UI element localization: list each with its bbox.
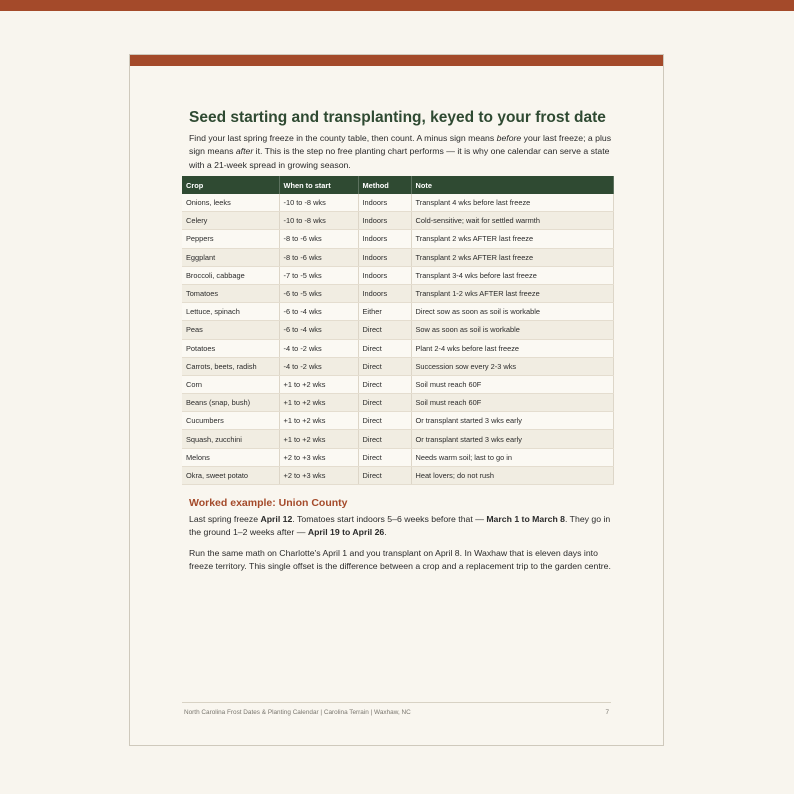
note-cell: Succession sow every 2-3 wks [411,357,613,375]
table-row [182,212,613,230]
method-cell: Indoors [358,284,411,302]
top-accent-band [0,0,794,11]
note-cell: Or transplant started 3 wks early [411,430,613,448]
worked-example-heading: Worked example: Union County [189,497,348,509]
column-header: When to start [279,176,358,194]
start-range-emphasis: March 1 to March 8 [486,514,566,524]
example-text: Last spring freeze [189,514,261,524]
method-cell: Direct [358,375,411,393]
planting-table [182,176,614,485]
crop-cell: Onions, leeks [182,194,279,212]
crop-cell: Carrots, beets, radish [182,357,279,375]
table-row [182,248,613,266]
timing-cell: -10 to -8 wks [279,212,358,230]
crop-cell: Peas [182,321,279,339]
freeze-date-emphasis: April 12 [260,514,293,524]
timing-cell: -6 to -4 wks [279,321,358,339]
crop-cell: Corn [182,375,279,393]
note-cell: Transplant 2 wks AFTER last freeze [411,230,613,248]
note-cell: Transplant 1-2 wks AFTER last freeze [411,284,613,302]
table-header-row [182,176,613,194]
table-row [182,430,613,448]
timing-cell: -7 to -5 wks [279,266,358,284]
table-row [182,194,613,212]
follow-up-paragraph: Run the same math on Charlotte's April 1 and you transplant on April 8. In Waxhaw that is eleven days into freeze territory. This single offset is the difference between a crop and a replacement trip to the garden centre. [189,548,611,572]
method-cell: Direct [358,466,411,484]
note-cell: Heat lovers; do not rush [411,466,613,484]
method-cell: Direct [358,357,411,375]
example-text: . [384,527,387,538]
method-cell: Direct [358,430,411,448]
method-cell: Indoors [358,266,411,284]
note-cell: Needs warm soil; last to go in [411,448,613,466]
timing-cell: -4 to -2 wks [279,357,358,375]
method-cell: Direct [358,339,411,357]
footer-credits: North Carolina Frost Dates & Planting Calendar | Carolina Terrain | Waxhaw, NC [184,709,411,716]
crop-cell: Okra, sweet potato [182,466,279,484]
timing-cell: -8 to -6 wks [279,230,358,248]
crop-cell: Lettuce, spinach [182,303,279,321]
table-row [182,303,613,321]
table-row [182,284,613,302]
crop-cell: Peppers [182,230,279,248]
method-cell: Direct [358,394,411,412]
timing-cell: -4 to -2 wks [279,339,358,357]
table-row [182,339,613,357]
timing-cell: -8 to -6 wks [279,248,358,266]
timing-cell: -6 to -5 wks [279,284,358,302]
worked-example-paragraph [189,513,614,540]
timing-cell: +1 to +2 wks [279,430,358,448]
intro-emphasis-before: before [496,133,522,143]
document-page [129,54,664,746]
timing-cell: +1 to +2 wks [279,394,358,412]
timing-cell: +2 to +3 wks [279,448,358,466]
table-row [182,375,613,393]
example-text: . Tomatoes start indoors 5–6 weeks before that — [292,514,487,524]
method-cell: Indoors [358,212,411,230]
footer-divider [182,702,611,703]
method-cell: Indoors [358,248,411,266]
crop-cell: Melons [182,448,279,466]
note-cell: Or transplant started 3 wks early [411,412,613,430]
crop-cell: Beans (snap, bush) [182,394,279,412]
crop-cell: Broccoli, cabbage [182,266,279,284]
table-row [182,321,613,339]
crop-cell: Squash, zucchini [182,430,279,448]
crop-cell: Potatoes [182,339,279,357]
note-cell: Plant 2-4 wks before last freeze [411,339,613,357]
intro-text: Find your last spring freeze in the county table, then count. A minus sign means [189,133,497,143]
intro-text: it. This is the step no free planting chart performs — it is why one calendar can serve a state with a 21-week spread in growing season. [189,146,610,170]
transplant-range-emphasis: April 19 to April 26 [307,527,385,538]
method-cell: Direct [358,321,411,339]
timing-cell: +2 to +3 wks [279,466,358,484]
crop-cell: Cucumbers [182,412,279,430]
note-cell: Cold-sensitive; wait for settled warmth [411,212,613,230]
page-title: Seed starting and transplanting, keyed to your frost date [189,109,606,126]
table-row [182,357,613,375]
crop-cell: Eggplant [182,248,279,266]
note-cell: Transplant 3-4 wks before last freeze [411,266,613,284]
column-header: Crop [182,176,279,194]
timing-cell: +1 to +2 wks [279,412,358,430]
column-header: Note [411,176,613,194]
table-row [182,394,613,412]
note-cell: Soil must reach 60F [411,375,613,393]
crop-cell: Celery [182,212,279,230]
note-cell: Transplant 4 wks before last freeze [411,194,613,212]
timing-cell: -6 to -4 wks [279,303,358,321]
intro-text: your last freeze; a plus sign means [189,133,612,157]
crop-cell: Tomatoes [182,284,279,302]
page-number: 7 [605,709,609,716]
timing-cell: -10 to -8 wks [279,194,358,212]
table-row [182,466,613,484]
timing-cell: +1 to +2 wks [279,375,358,393]
method-cell: Indoors [358,230,411,248]
page-accent-band [130,55,663,66]
intro-emphasis-after: after [235,146,254,157]
method-cell: Either [358,303,411,321]
note-cell: Direct sow as soon as soil is workable [411,303,613,321]
method-cell: Direct [358,412,411,430]
example-text: . They go in the ground 1–2 weeks after — [189,514,611,538]
method-cell: Indoors [358,194,411,212]
table-row [182,448,613,466]
intro-paragraph [189,132,614,172]
table-row [182,230,613,248]
table-row [182,412,613,430]
note-cell: Transplant 2 wks AFTER last freeze [411,248,613,266]
column-header: Method [358,176,411,194]
note-cell: Soil must reach 60F [411,394,613,412]
table-row [182,266,613,284]
note-cell: Sow as soon as soil is workable [411,321,613,339]
method-cell: Direct [358,448,411,466]
